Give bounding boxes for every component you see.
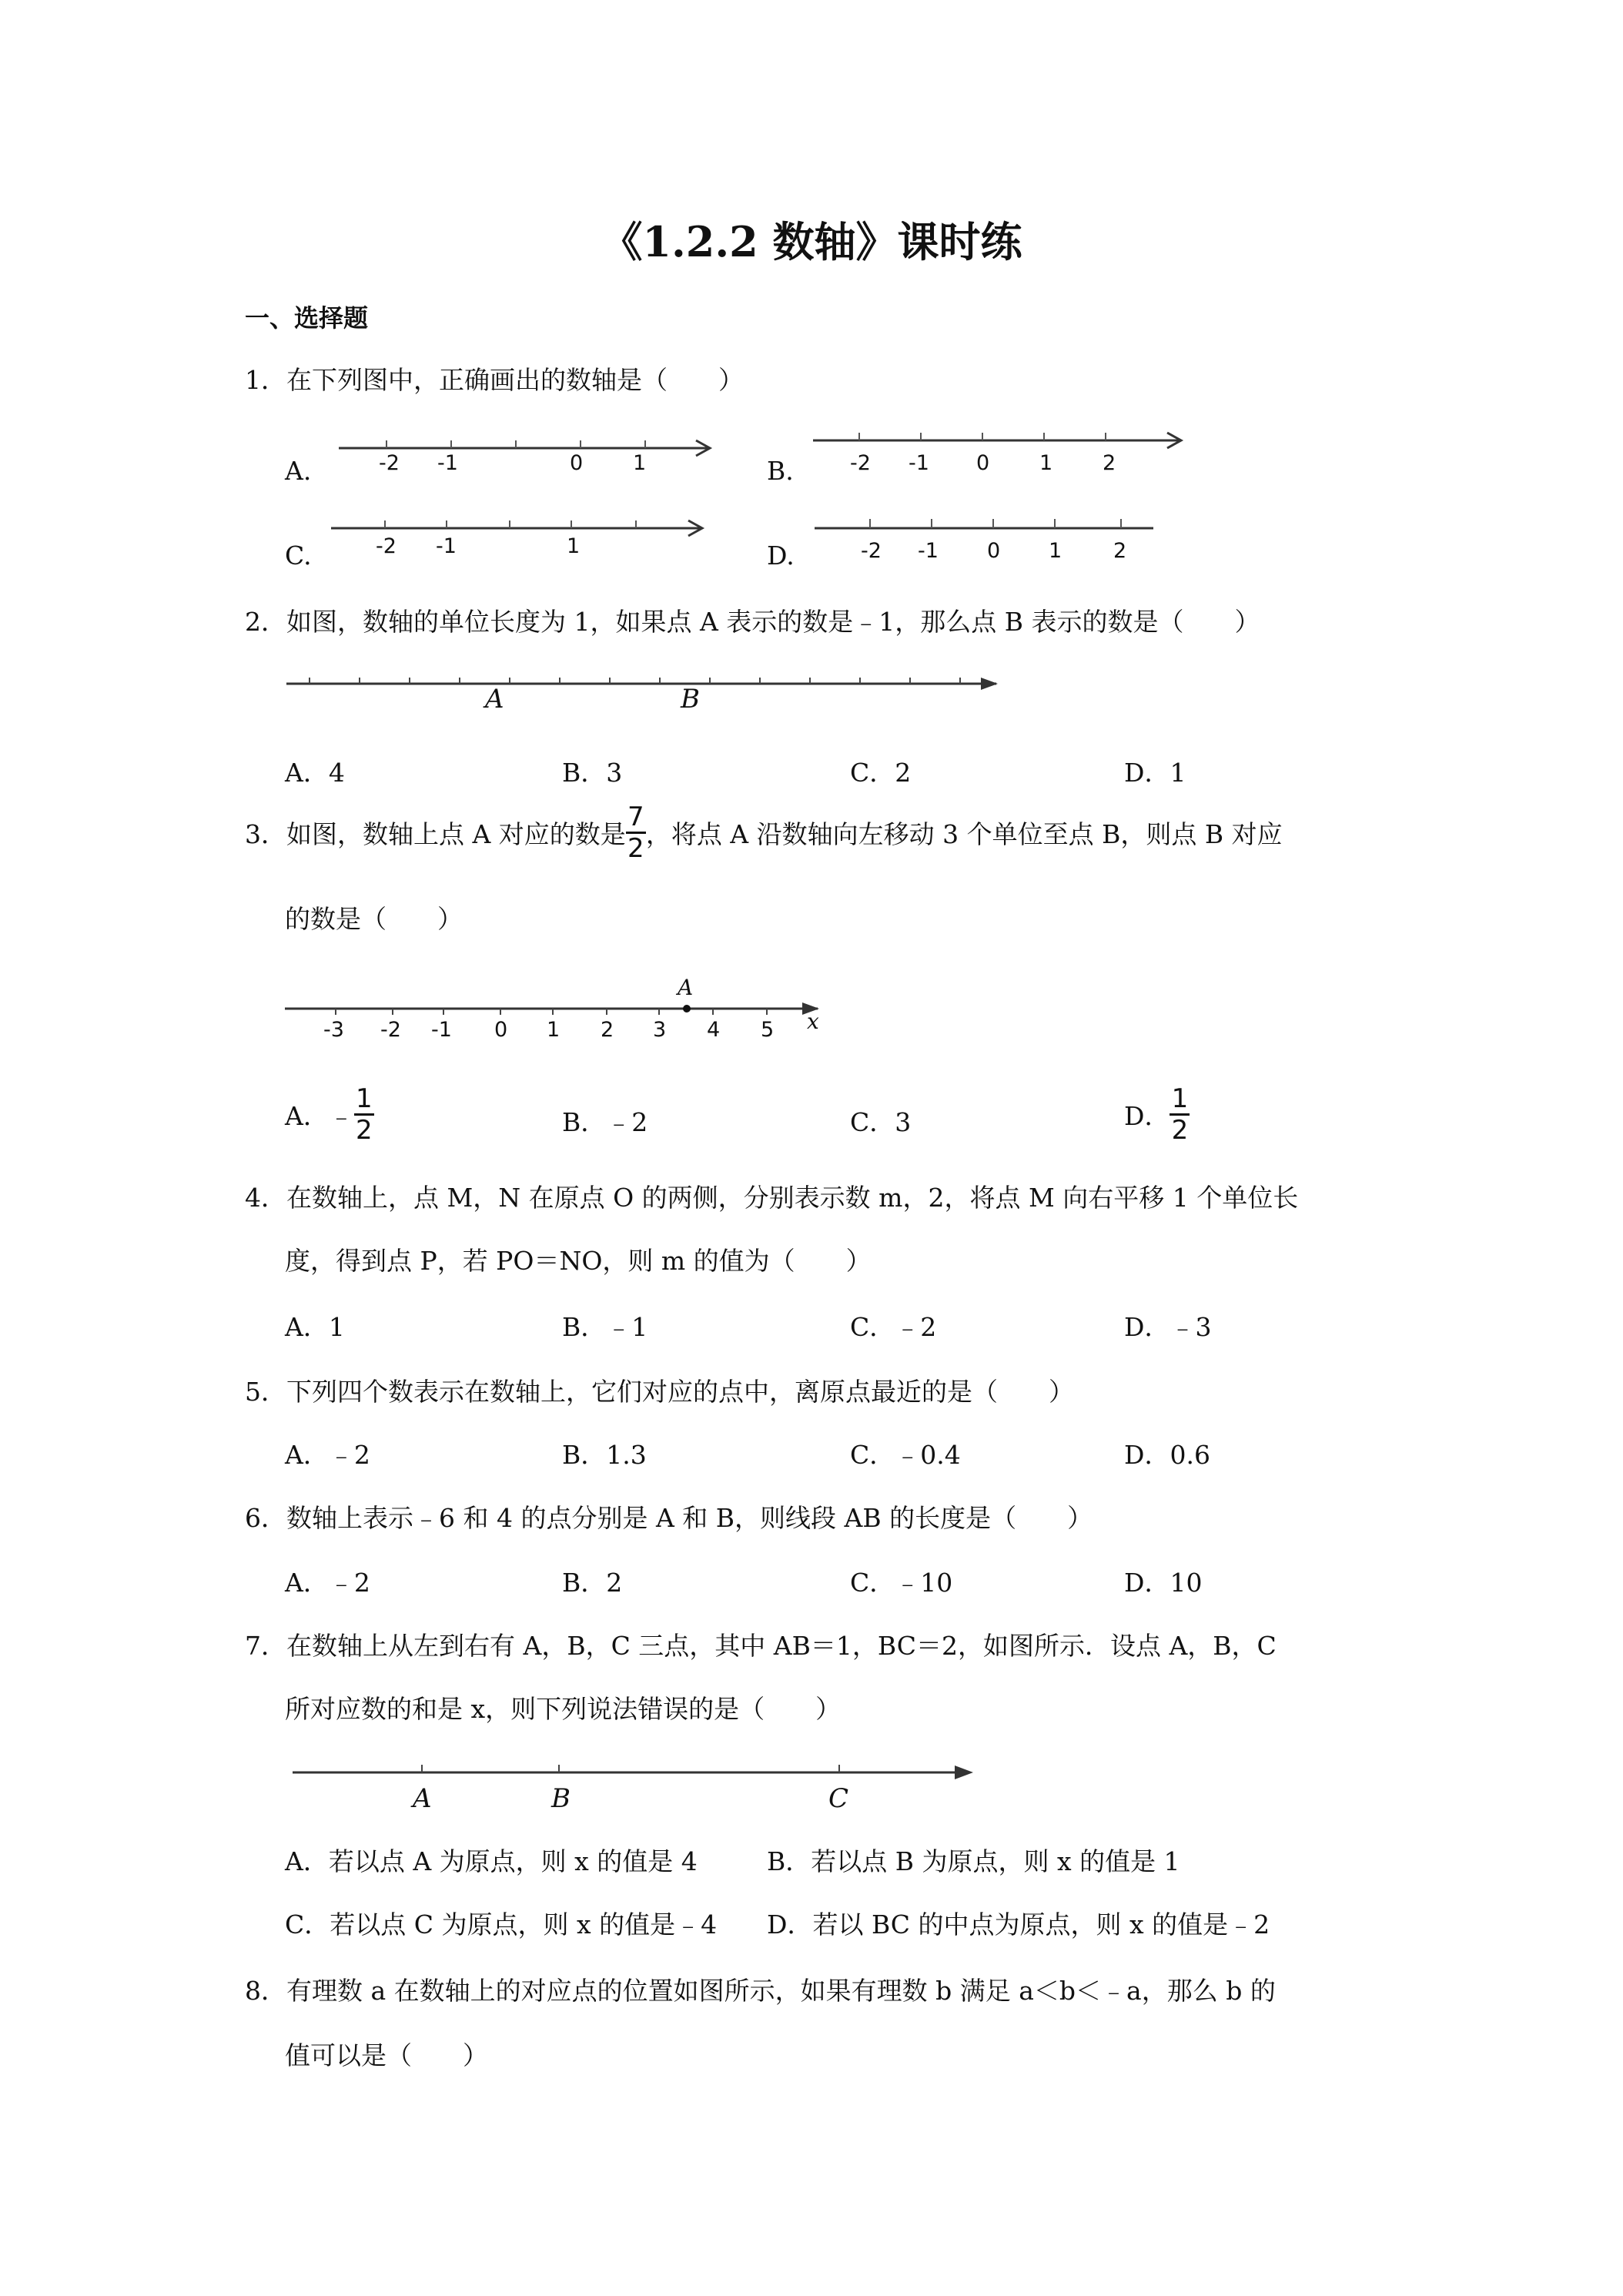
q1-a-tick-label: -2 <box>379 451 400 475</box>
q3-tick-label: -2 <box>380 1018 401 1042</box>
q1-option-b-label[interactable]: B. <box>767 456 794 486</box>
q1-b-tick-label: -2 <box>850 451 871 475</box>
q3-option-b[interactable]: B．﹣2 <box>562 1107 648 1137</box>
q1-c-tick-label: -1 <box>436 534 457 558</box>
question-8-stem-line1: 8．有理数 a 在数轴上的对应点的位置如图所示，如果有理数 b 满足 a＜b＜﹣a，那么 b 的 <box>245 1976 1276 2006</box>
q6-option-a[interactable]: A．﹣2 <box>285 1568 370 1598</box>
fraction-numerator: 7 <box>627 802 644 832</box>
q7-option-c[interactable]: C．若以点 C 为原点，则 x 的值是﹣4 <box>285 1909 718 1940</box>
q3-option-a-fraction <box>354 1084 374 1145</box>
q1-d-tick-label: 0 <box>987 539 1001 563</box>
q4-option-d[interactable]: D．﹣3 <box>1124 1312 1212 1342</box>
q5-option-a[interactable]: A．﹣2 <box>285 1440 370 1470</box>
q6-option-b[interactable]: B．2 <box>562 1568 623 1598</box>
q5-option-d[interactable]: D．0.6 <box>1124 1440 1210 1470</box>
q1-a-tick-label: 1 <box>633 451 647 475</box>
q3-stem-before: 3．如图，数轴上点 A 对应的数是 <box>245 819 626 849</box>
q3-tick-label: -1 <box>431 1018 452 1042</box>
q1-option-d-label[interactable]: D. <box>767 541 795 571</box>
q7-point-b-label: B <box>551 1783 571 1814</box>
question-8-stem-line2: 值可以是（ ） <box>285 2040 488 2070</box>
q7-axis <box>293 1757 986 1788</box>
q2-option-a[interactable]: A．4 <box>285 758 345 788</box>
q3-tick-label: 3 <box>653 1018 667 1042</box>
question-3-stem <box>245 802 1283 863</box>
q3-tick-label: 1 <box>547 1018 561 1042</box>
q3-tick-label: -3 <box>323 1018 344 1042</box>
q3-tick-label: 4 <box>707 1018 721 1042</box>
question-5-stem: 5．下列四个数表示在数轴上，它们对应的点中，离原点最近的是（ ） <box>245 1377 1074 1407</box>
q3-axis-variable: x <box>807 1009 819 1034</box>
axis-arrow <box>981 678 998 690</box>
q1-d-tick-label: -2 <box>861 539 882 563</box>
q1-d-tick-label: -1 <box>918 539 939 563</box>
q5-option-b[interactable]: B．1.3 <box>562 1440 647 1470</box>
question-6-stem: 6．数轴上表示﹣6 和 4 的点分别是 A 和 B，则线段 AB 的长度是（ ） <box>245 1503 1093 1533</box>
q3-tick-label: 2 <box>601 1018 614 1042</box>
q4-option-b[interactable]: B．﹣1 <box>562 1312 648 1342</box>
q3-option-a[interactable] <box>285 1084 374 1145</box>
q1-a-tick-label: 0 <box>570 451 584 475</box>
q2-option-c[interactable]: C．2 <box>850 758 912 788</box>
axis-arrow <box>955 1766 973 1779</box>
q1-b-tick-label: 1 <box>1039 451 1053 475</box>
q3-option-d-fraction <box>1170 1084 1190 1145</box>
question-2-stem: 2．如图，数轴的单位长度为 1，如果点 A 表示的数是﹣1，那么点 B 表示的数是（ ） <box>245 607 1260 637</box>
q2-option-b[interactable]: B．3 <box>562 758 623 788</box>
fraction-denominator: 2 <box>1171 1115 1189 1146</box>
q6-option-c[interactable]: C．﹣10 <box>850 1568 953 1598</box>
q2-option-d[interactable]: D．1 <box>1124 758 1186 788</box>
q7-option-b[interactable]: B．若以点 B 为原点，则 x 的值是 1 <box>767 1846 1180 1876</box>
fraction-numerator: 1 <box>1171 1083 1189 1114</box>
q7-option-d[interactable]: D．若以 BC 的中点为原点，则 x 的值是﹣2 <box>767 1909 1270 1940</box>
point-a-dot <box>683 1005 691 1012</box>
question-1-stem: 1．在下列图中，正确画出的数轴是（ ） <box>245 365 744 395</box>
q5-option-c[interactable]: C．﹣0.4 <box>850 1440 961 1470</box>
fraction-numerator: 1 <box>356 1083 373 1114</box>
q1-c-tick-label: 1 <box>567 534 581 558</box>
q1-option-a-label[interactable]: A. <box>285 456 312 486</box>
q2-point-b-label: B <box>681 684 700 715</box>
q6-option-d[interactable]: D．10 <box>1124 1568 1203 1598</box>
q3-option-d[interactable] <box>1124 1084 1190 1145</box>
page-title: 《1.2.2 数轴》课时练 <box>601 217 1022 266</box>
q3-point-a-label: A <box>678 975 694 1000</box>
q7-point-c-label: C <box>828 1783 849 1814</box>
fraction-denominator: 2 <box>627 833 644 864</box>
q3-option-d-prefix: D． <box>1124 1101 1170 1131</box>
q4-option-a[interactable]: A．1 <box>285 1312 345 1342</box>
q7-point-a-label: A <box>413 1783 432 1814</box>
q2-point-a-label: A <box>485 684 504 715</box>
question-4-stem-line1: 4．在数轴上，点 M，N 在原点 O 的两侧，分别表示数 m，2，将点 M 向右平移 1 个单位长 <box>245 1183 1299 1213</box>
q1-b-tick-label: -1 <box>909 451 929 475</box>
section-heading: 一、选择题 <box>245 303 369 333</box>
q2-axis <box>286 668 1010 699</box>
q1-a-tick-label: -1 <box>437 451 458 475</box>
q3-stem-after: ，将点 A 沿数轴向左移动 3 个单位至点 B，则点 B 对应 <box>645 819 1283 849</box>
q3-tick-label: 5 <box>761 1018 775 1042</box>
q1-option-c-label[interactable]: C. <box>285 541 312 571</box>
fraction-denominator: 2 <box>356 1115 373 1146</box>
q1-c-tick-label: -2 <box>376 534 397 558</box>
question-7-stem-line1: 7．在数轴上从左到右有 A，B，C 三点，其中 AB＝1，BC＝2，如图所示．设点 A，B，C <box>245 1631 1277 1661</box>
q1-b-tick-label: 2 <box>1103 451 1116 475</box>
q3-option-c[interactable]: C．3 <box>850 1107 912 1137</box>
question-4-stem-line2: 度，得到点 P，若 PO＝NO，则 m 的值为（ ） <box>285 1246 872 1276</box>
question-3-stem-line2: 的数是（ ） <box>285 904 463 934</box>
question-7-stem-line2: 所对应数的和是 x，则下列说法错误的是（ ） <box>285 1694 842 1724</box>
q1-b-tick-label: 0 <box>976 451 990 475</box>
q7-option-a[interactable]: A．若以点 A 为原点，则 x 的值是 4 <box>285 1846 698 1876</box>
q4-option-c[interactable]: C．﹣2 <box>850 1312 937 1342</box>
q3-tick-label: 0 <box>494 1018 508 1042</box>
q1-d-tick-label: 1 <box>1049 539 1062 563</box>
q1-d-tick-label: 2 <box>1113 539 1127 563</box>
q3-option-a-prefix: A．﹣ <box>285 1101 354 1131</box>
q3-fraction-seven-halves <box>626 802 646 863</box>
